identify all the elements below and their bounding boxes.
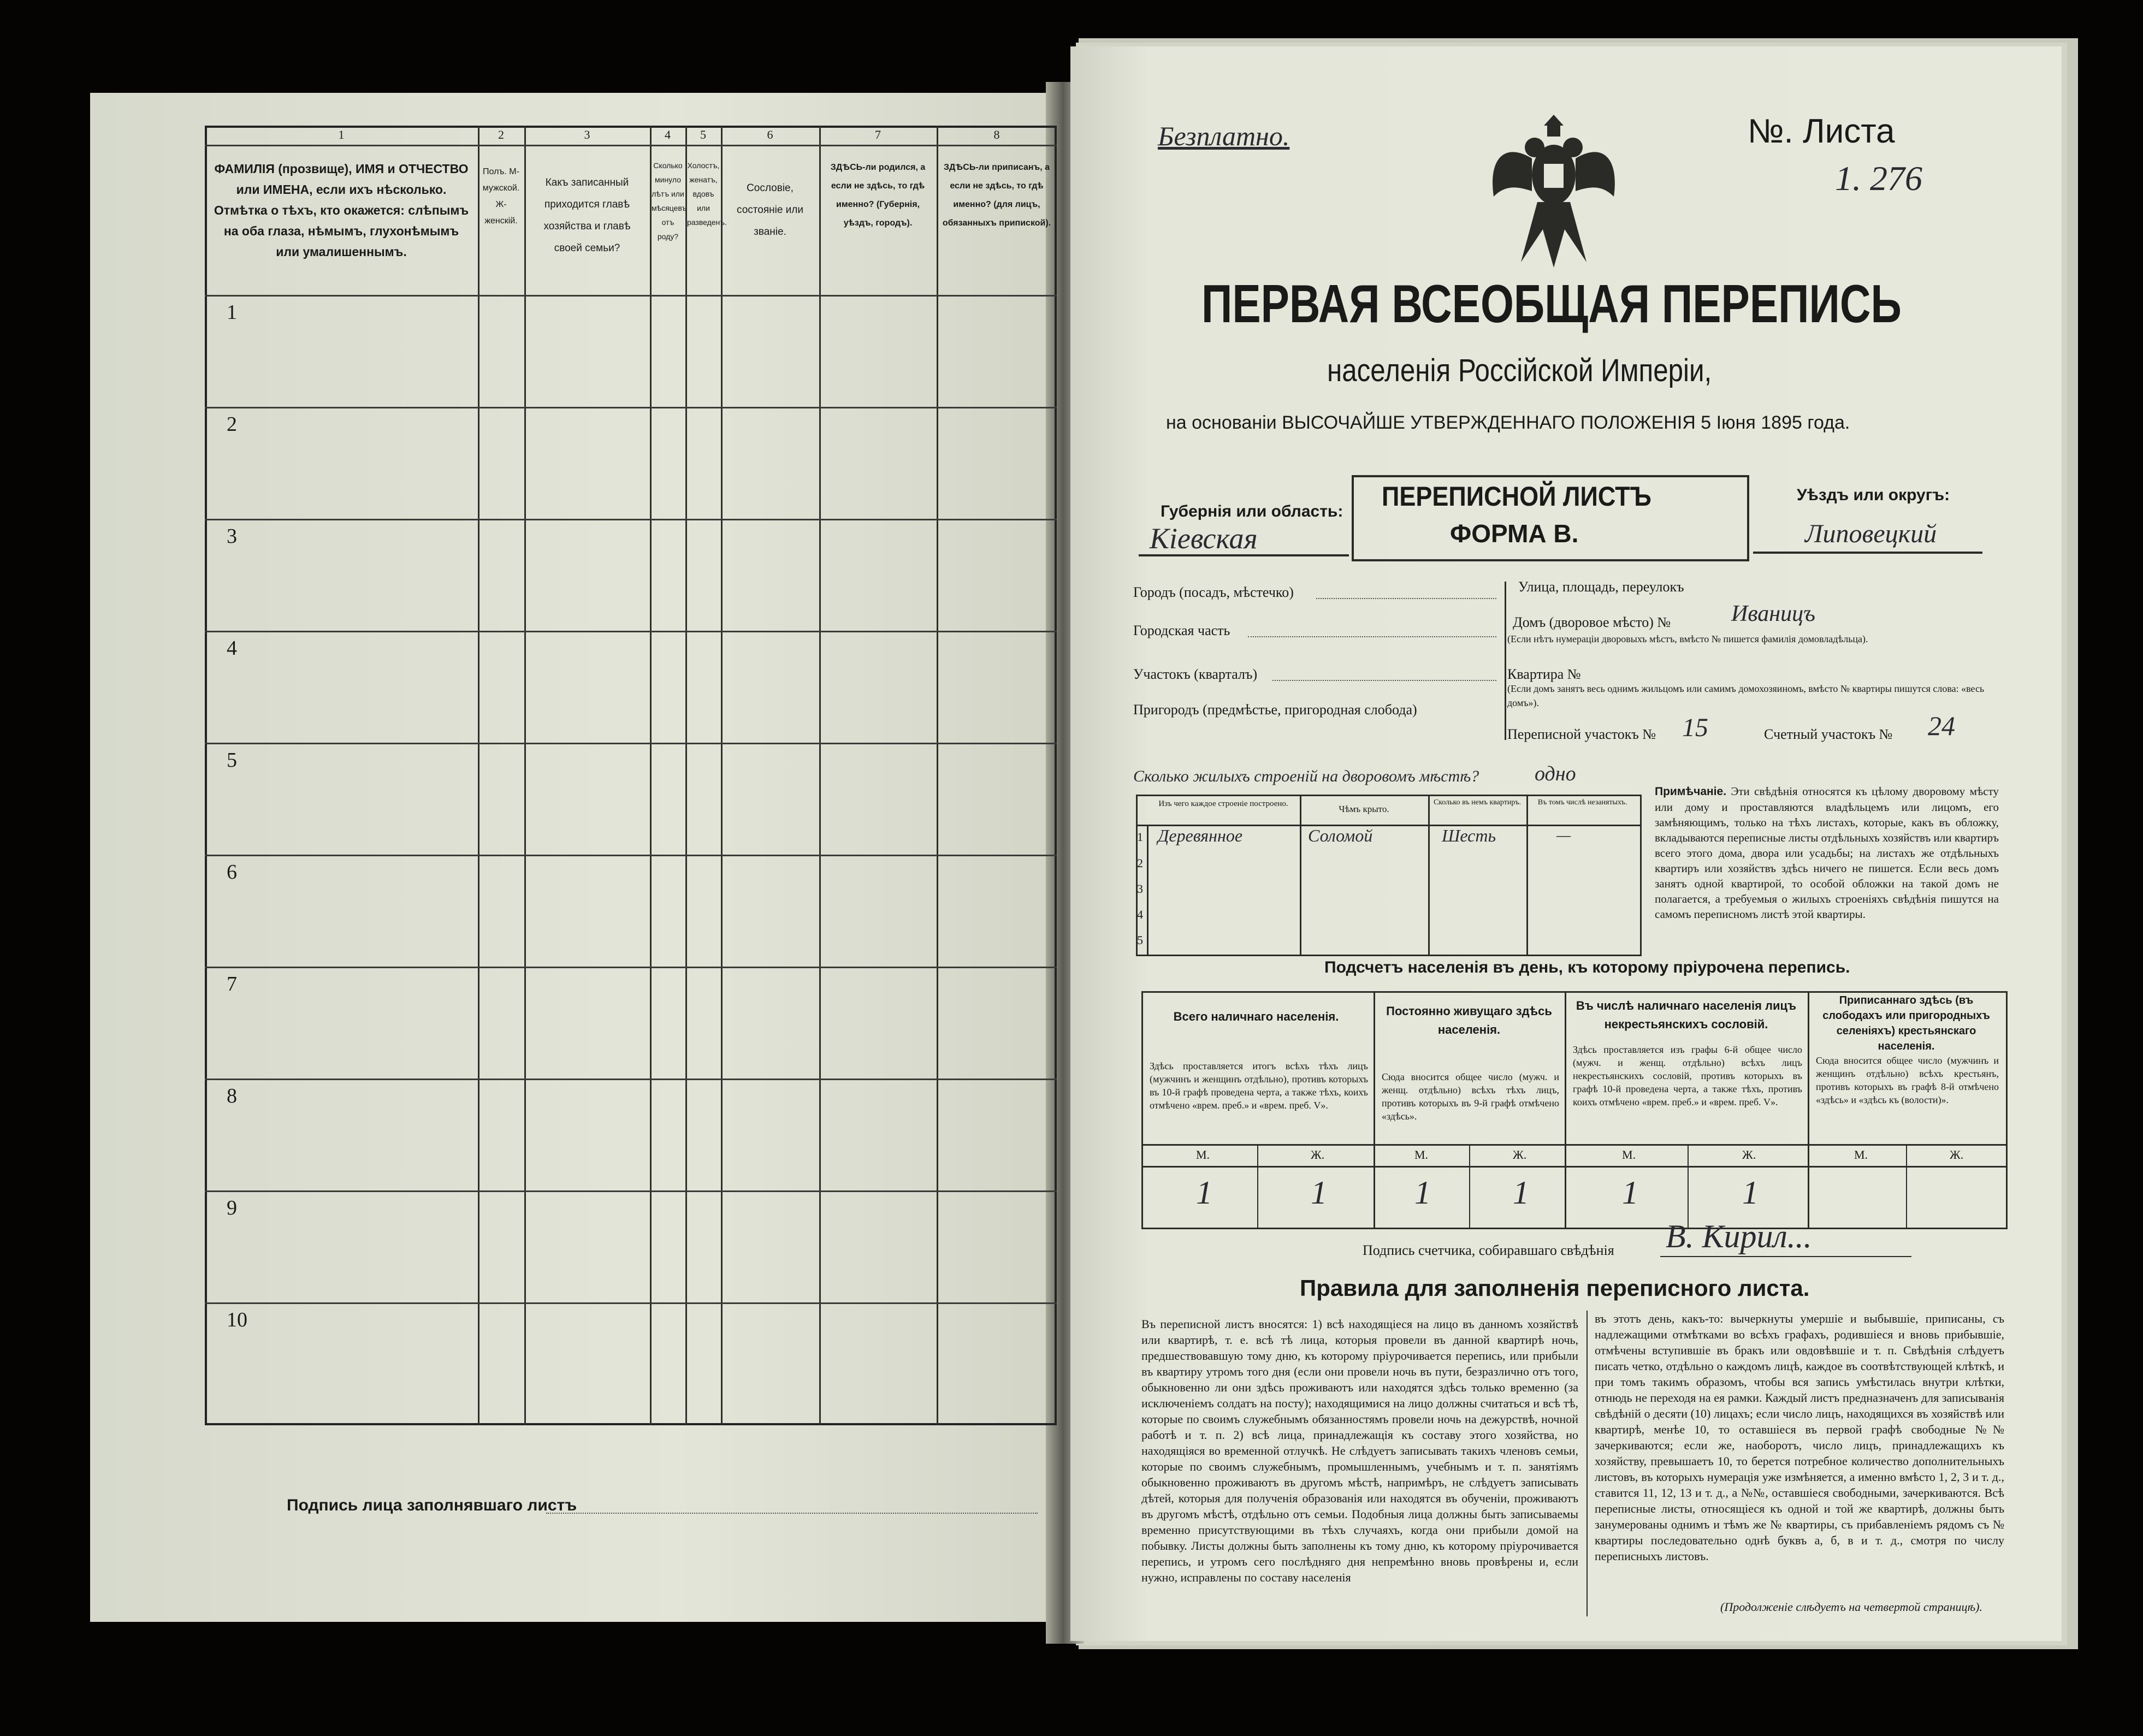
row-divider bbox=[205, 145, 1057, 146]
building-header-apartments: Сколько въ немъ квартиръ. bbox=[1433, 798, 1522, 807]
row-divider bbox=[205, 1079, 1057, 1080]
column-header-marital: Холостъ, женатъ, вдовъ или разведенъ. bbox=[687, 161, 727, 227]
row-number: 7 bbox=[227, 973, 237, 996]
column-divider bbox=[478, 126, 479, 1425]
main-title: ПЕРВАЯ ВСЕОБЩАЯ ПЕРЕПИСЬ bbox=[1201, 274, 1902, 334]
count-note-total: Здѣсь проставляется итогъ всѣхъ тѣхъ лицъ (мужчинъ и женщинъ отдѣльно), противъ которыхъ въ 10-й графѣ проведена черта, а также тѣхъ, коихъ отмѣчено «врем. преб.» и «врем. преб. V». bbox=[1150, 1060, 1368, 1111]
city-part-line bbox=[1248, 636, 1496, 637]
sex-label: Ж. bbox=[1742, 1148, 1756, 1162]
row-divider bbox=[205, 631, 1057, 632]
count-value: 1 bbox=[1742, 1175, 1759, 1211]
table-col-line bbox=[1147, 825, 1149, 955]
column-header-sex: Полъ. М-мужской. Ж-женскій. bbox=[482, 167, 520, 226]
row-number: 8 bbox=[227, 1085, 237, 1107]
row-divider bbox=[205, 967, 1057, 968]
province-label: Губернія или область: bbox=[1161, 502, 1343, 520]
household-members-table bbox=[205, 126, 1057, 1425]
house-value: Иваницъ bbox=[1731, 601, 1815, 626]
table-col-line bbox=[1300, 795, 1301, 955]
column-divider bbox=[524, 126, 526, 1425]
district-underline bbox=[1753, 552, 1982, 554]
column-header-name: ФАМИЛІЯ (прозвище), ИМЯ и ОТЧЕСТВО или ИМЕНА, если ихъ нѣсколько. Отмѣтка о тѣхъ, кто окажется: слѣпымъ на оба глаза, нѣмымъ, глухонѣмымъ или умалишеннымъ. bbox=[214, 162, 469, 259]
street-label: Улица, площадь, переулокъ bbox=[1518, 579, 1684, 595]
building-header-roof: Чѣмъ крыто. bbox=[1339, 804, 1389, 814]
rules-divider bbox=[1586, 1311, 1588, 1616]
row-divider bbox=[205, 1190, 1057, 1192]
count-col-line bbox=[1374, 991, 1375, 1228]
column-number: 8 bbox=[993, 128, 1000, 141]
count-header-total: Всего наличнаго населенія. bbox=[1173, 1010, 1339, 1023]
column-number: 7 bbox=[875, 128, 881, 141]
city-line bbox=[1316, 598, 1496, 599]
column-number: 6 bbox=[767, 128, 773, 141]
building-row-number: 5 bbox=[1137, 933, 1143, 947]
census-section-label: Переписной участокъ № bbox=[1507, 726, 1656, 742]
apartment-note: (Если домъ занятъ весь однимъ жильцомъ или самимъ домохозяиномъ, вмѣсто № квартиры пишутся слова: «весь домъ»). bbox=[1507, 683, 1985, 708]
rules-column-1: Въ переписной листъ вносятся: 1) всѣ находящіеся на лицо въ данномъ хозяйствѣ или квартирѣ, т. е. всѣ тѣ лица, которыя провели въ данной квартирѣ ночь, предшествовавшую тому дню, къ которому пріурочивается перепись, или прибыли въ квартиру утромъ того дня (если они провели ночь въ пути, безразлично отъ того, обыкновенно ли они здѣсь проживаютъ или находятся здѣсь только временно (за исключеніемъ солдатъ на посту); находящимися на лицо должны считаться и всѣ тѣ, которые по своимъ служебнымъ обязанностямъ провели ночь на дежурствѣ, ночной работѣ и т. п. 2) всѣ лица, принадлежащія къ составу этого хозяйства, но находящіяся во временной отлучкѣ. Не слѣдуетъ записывать такихъ членовъ семьи, которые по своимъ служебнымъ, промышленнымъ, учебнымъ и т. п. занятіямъ обыкновенно проживаютъ въ другомъ мѣстѣ, напримѣръ, не слѣдуетъ записывать дѣтей, которыя для полученія образованія или находятся въ обученіи, проживаютъ въ другомъ мѣстѣ, отдѣльно отъ семьи. Подобныя лица должны быть записываемы временно присутствующими въ тѣхъ случаяхъ, когда они прибыли домой на побывку. Листы должны быть заполнены къ тому дню, къ которому пріурочивается перепись, и утромъ сего послѣдняго дня непремѣнно вновь провѣрены и, если нужно, исправлены по составу населенія bbox=[1141, 1317, 1578, 1584]
basis-line: на основаніи ВЫСОЧАЙШЕ УТВЕРЖДЕННАГО ПОЛОЖЕНІЯ 5 Іюня 1895 года. bbox=[1166, 412, 1850, 433]
column-divider bbox=[685, 126, 687, 1425]
row-divider bbox=[205, 855, 1057, 856]
column-number: 2 bbox=[498, 128, 504, 141]
enumerator-label: Подпись счетчика, собиравшаго свѣдѣнія bbox=[1363, 1242, 1614, 1258]
count-header-peasant: Приписаннаго здѣсь (въ слободахъ или пригородныхъ селеніяхъ) крестьянскаго населенія. bbox=[1822, 994, 1990, 1052]
suburb-label: Пригородъ (предмѣстье, пригородная слобода) bbox=[1133, 702, 1417, 718]
district-label: Уѣздъ или округъ: bbox=[1797, 486, 1950, 504]
count-value: 1 bbox=[1311, 1175, 1327, 1211]
row-divider bbox=[205, 743, 1057, 744]
count-subcol bbox=[1257, 1144, 1258, 1228]
signature-line bbox=[546, 1513, 1038, 1514]
enumerator-signature: В. Кирил... bbox=[1666, 1218, 1812, 1254]
counting-section-value: 24 bbox=[1928, 710, 1955, 741]
form-title: ПЕРЕПИСНОЙ ЛИСТЪ bbox=[1382, 481, 1651, 512]
count-value: 1 bbox=[1414, 1175, 1431, 1211]
column-header-relation: Какъ записанный приходится главѣ хозяйства и главѣ своей семьи? bbox=[543, 177, 631, 254]
row-number: 2 bbox=[227, 413, 237, 436]
province-value: Кіевская bbox=[1150, 522, 1258, 555]
column-number: 3 bbox=[584, 128, 590, 141]
building-row-number: 1 bbox=[1137, 830, 1143, 844]
note-title: Примѣчаніе. bbox=[1655, 785, 1727, 798]
continued-note: (Продолженіе слѣдуетъ на четвертой страницѣ). bbox=[1720, 1600, 1982, 1614]
count-value: 1 bbox=[1196, 1175, 1212, 1211]
building-row-roof: Соломой bbox=[1308, 826, 1373, 845]
sex-label: М. bbox=[1414, 1148, 1429, 1162]
sheet-number-label: №. Листа bbox=[1748, 112, 1895, 150]
count-col-line bbox=[1565, 991, 1566, 1228]
note-body: Эти свѣдѣнія относятся къ цѣлому дворовому мѣсту или дому и проставляются владѣльцемъ или лицомъ, его замѣняющимъ, только на тѣхъ листахъ, которые, какъ въ обложку, вкладываются переписные листы отдѣльныхъ хозяйствъ или квартиръ всего этого дома, двора или усадьбы; на листахъ же отдѣльныхъ квартиръ или хозяйствъ здѣсь ничего не пишется. Если весь домъ занятъ одной квартирой, то особой обложки на такой домъ не полагается, а требуемыя о жилыхъ строеніяхъ свѣдѣнія пишутся на самомъ переписномъ листѣ этой квартиры. bbox=[1655, 785, 1999, 921]
row-divider bbox=[205, 519, 1057, 520]
count-header-non-peasant: Въ числѣ наличнаго населенія лицъ некрестьянскихъ сословій. bbox=[1576, 999, 1797, 1031]
counting-section-label: Счетный участокъ № bbox=[1764, 726, 1893, 742]
column-header-estate: Сословіе, состояніе или званіе. bbox=[737, 182, 803, 238]
column-number: 1 bbox=[338, 128, 345, 141]
row-divider bbox=[205, 295, 1057, 297]
section-label: Участокъ (кварталъ) bbox=[1133, 666, 1258, 682]
city-part-label: Городская часть bbox=[1133, 623, 1230, 638]
enumerator-line bbox=[1660, 1256, 1911, 1257]
table-col-line bbox=[1428, 795, 1430, 955]
signature-label: Подпись лица заполнявшаго листъ bbox=[287, 1496, 577, 1514]
note-text bbox=[1655, 784, 1999, 922]
row-number: 6 bbox=[227, 861, 237, 884]
building-row-material: Деревянное bbox=[1158, 826, 1243, 845]
house-note: (Если нѣтъ нумераціи дворовыхъ мѣстъ, вмѣсто № пишется фамилія домовладѣльца). bbox=[1507, 633, 1868, 644]
city-label: Городъ (посадъ, мѣстечко) bbox=[1133, 584, 1294, 600]
double-headed-eagle-emblem bbox=[1483, 109, 1625, 273]
buildings-table bbox=[1136, 795, 1642, 956]
house-label: Домъ (дворовое мѣсто) № bbox=[1513, 614, 1671, 630]
table-col-line bbox=[1526, 795, 1528, 955]
sex-label: Ж. bbox=[1950, 1148, 1964, 1162]
count-row-line bbox=[1141, 1166, 2006, 1168]
row-divider bbox=[205, 407, 1057, 408]
building-row-apartments: Шесть bbox=[1442, 826, 1496, 845]
column-divider bbox=[819, 126, 821, 1425]
count-subcol bbox=[1906, 1144, 1907, 1228]
column-number: 4 bbox=[665, 128, 671, 141]
form-subtitle: ФОРМА В. bbox=[1450, 519, 1579, 548]
building-row-number: 3 bbox=[1137, 882, 1143, 896]
building-row-number: 4 bbox=[1137, 908, 1143, 921]
census-section-value: 15 bbox=[1682, 713, 1708, 742]
column-header-birthplace: ЗДѢСЬ-ли родился, а если не здѣсь, то гдѣ именно? (Губернія, уѣздъ, городъ). bbox=[830, 163, 926, 228]
building-header-material: Изъ чего каждое строеніе построено. bbox=[1158, 799, 1288, 808]
column-number: 5 bbox=[700, 128, 706, 141]
sex-label: М. bbox=[1196, 1148, 1210, 1162]
count-value: 1 bbox=[1622, 1175, 1638, 1211]
row-number: 5 bbox=[227, 749, 237, 772]
sheet-number-handwritten: 1. 276 bbox=[1835, 159, 1922, 198]
sex-label: М. bbox=[1854, 1148, 1868, 1162]
column-header-registration: ЗДѢСЬ-ли приписанъ, а если не здѣсь, то гдѣ именно? (для лицъ, обязанныхъ припиской). bbox=[942, 163, 1051, 228]
rules-title: Правила для заполненія переписного листа. bbox=[1300, 1275, 1810, 1301]
row-number: 10 bbox=[227, 1308, 247, 1331]
count-title: Подсчетъ населенія въ день, къ которому пріурочена перепись. bbox=[1324, 958, 1850, 976]
count-value: 1 bbox=[1513, 1175, 1529, 1211]
building-header-vacant: Въ томъ числѣ незанятыхъ. bbox=[1537, 798, 1627, 807]
buildings-value: одно bbox=[1535, 762, 1576, 785]
district-value: Липовецкий bbox=[1805, 519, 1937, 548]
buildings-question: Сколько жилыхъ строеній на дворовомъ мѣстѣ? bbox=[1133, 767, 1479, 785]
row-number: 3 bbox=[227, 525, 237, 548]
address-divider bbox=[1505, 582, 1506, 740]
count-row-line bbox=[1141, 1144, 2006, 1146]
column-divider bbox=[721, 126, 723, 1425]
column-divider bbox=[650, 126, 652, 1425]
free-label: Безплатно. bbox=[1158, 121, 1290, 151]
row-number: 1 bbox=[227, 301, 237, 324]
count-note-non-peasant: Здѣсь проставляется изъ графы 6-й общее число (мужч. и женщ. отдѣльно) всѣхъ лицъ некрестьянскихъ сословій, противъ которыхъ въ графѣ 10-й проведена черта, а также тѣхъ, противъ коихъ отмѣчено «врем. преб.» и «врем. преб. V». bbox=[1573, 1044, 1802, 1107]
sex-label: Ж. bbox=[1513, 1148, 1527, 1162]
count-subcol bbox=[1688, 1144, 1689, 1228]
column-divider bbox=[937, 126, 938, 1425]
row-divider bbox=[205, 1302, 1057, 1304]
row-number: 9 bbox=[227, 1196, 237, 1219]
subtitle: населенія Россійской Имперіи, bbox=[1327, 353, 1712, 388]
rules-column-2: въ этотъ день, какъ-то: вычеркнуты умершіе и выбывшіе, приписаны, съ надлежащими отмѣтками во всѣхъ графахъ, родившіеся и вновь прибывшіе, отмѣчены вступившіе въ бракъ или овдовѣвшіе и т. п. Свѣдѣнія слѣдуетъ писать четко, отдѣльно о каждомъ лицѣ, каждое въ соотвѣтствующей клѣткѣ, и при томъ такимъ образомъ, чтобы вся запись умѣстилась внутри клѣтки, отнюдь не переходя на ея рамки. Каждый листъ предназначенъ для записыванія свѣдѣній о десяти (10) лицахъ; если число лицъ, находящихся въ хозяйствѣ или квартирѣ, менѣе 10, то оставшіеся въ первой графѣ свободные №№ зачеркиваются; если же, наоборотъ, число лицъ, принадлежащихъ къ хозяйству, превышаетъ 10, то берется потребное количество дополнительныхъ листовъ, въ которыхъ нумерація уже измѣняется, а именно вмѣсто 1, 2, 3 и т. д., ставится 11, 12, 13 и т. д., а №№, оставшіеся свободными, зачеркиваются. Всѣ переписные листы, относящіеся къ одной и той же квартирѣ, должны быть занумерованы однимъ и тѣмъ же № квартиры, съ прибавленіемъ рядомъ съ № квартиры последовательно однѣ буквъ а, б, в и т. д., смотря по числу переписныхъ листовъ. bbox=[1595, 1312, 2004, 1563]
apartment-label: Квартира № bbox=[1507, 666, 1581, 682]
count-note-permanent: Сюда вносится общее число (мужч. и женщ. отдѣльно) всѣхъ тѣхъ лицъ, противъ которыхъ въ 9-й графѣ отмѣчено «здѣсь». bbox=[1382, 1071, 1559, 1122]
sex-label: Ж. bbox=[1311, 1148, 1325, 1162]
section-line bbox=[1272, 680, 1496, 681]
sex-label: М. bbox=[1622, 1148, 1636, 1162]
building-row-vacant: — bbox=[1556, 827, 1571, 843]
count-col-line bbox=[1808, 991, 1809, 1228]
table-border bbox=[205, 126, 1057, 1425]
building-row-number: 2 bbox=[1137, 856, 1143, 870]
count-header-permanent: Постоянно живущаго здѣсь населенія. bbox=[1386, 1004, 1552, 1036]
count-subcol bbox=[1469, 1144, 1470, 1228]
row-number: 4 bbox=[227, 637, 237, 660]
column-header-age: Сколько минуло лѣтъ или мѣсяцевъ отъ роду? bbox=[652, 161, 687, 241]
count-note-peasant: Сюда вносится общее число (мужчинъ и женщинъ отдѣльно) всѣхъ крестьянъ, противъ которыхъ въ графѣ 8-й отмѣчено «здѣсь» и «здѣсь къ (волости)». bbox=[1816, 1055, 1999, 1105]
